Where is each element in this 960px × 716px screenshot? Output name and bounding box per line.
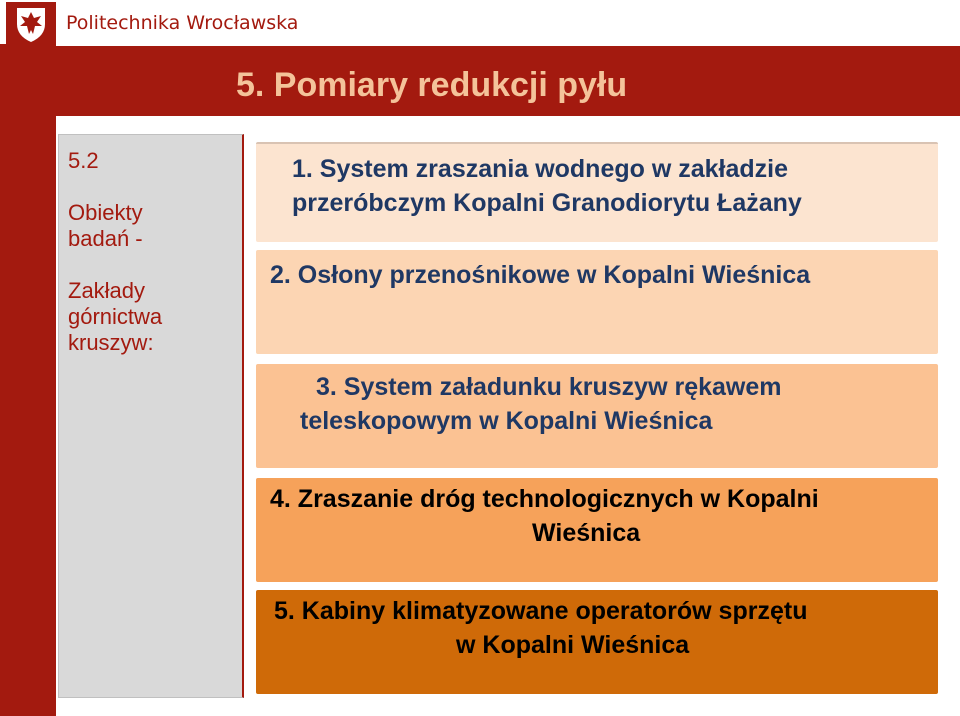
title-separator: [56, 116, 960, 134]
sidebar-line: badań -: [68, 226, 143, 251]
item-text: 2. Osłony przenośnikowe w Kopalni Wieśnica: [270, 261, 811, 289]
sidebar-line: górnictwa: [68, 304, 163, 329]
item-text: 3. System załadunku kruszyw rękawem: [316, 373, 782, 401]
sidebar-gap: [68, 174, 162, 200]
section-number: 5.2: [68, 148, 99, 173]
sidebar-line: Obiekty: [68, 200, 143, 225]
sidebar-line: kruszyw:: [68, 330, 154, 355]
item-text: w Kopalni Wieśnica: [456, 631, 690, 659]
sidebar-line: Zakłady: [68, 278, 146, 303]
item-text: 4. Zraszanie dróg technologicznych w Kopalni: [270, 485, 819, 513]
list-item-2: [256, 250, 938, 354]
list-item-3: [256, 364, 938, 468]
university-name: Politechnika Wrocławska: [66, 12, 299, 34]
list-item-1: [256, 142, 938, 242]
item-text: 5. Kabiny klimatyzowane operatorów sprzętu: [274, 597, 808, 625]
item-text: teleskopowym w Kopalni Wieśnica: [300, 407, 713, 435]
sidebar-gap: [68, 252, 162, 278]
item-text: Wieśnica: [532, 519, 641, 547]
list-item-5: [256, 590, 938, 694]
list-item-4: [256, 478, 938, 582]
left-decor-strip: [0, 44, 56, 716]
eagle-crest-icon: [11, 4, 51, 44]
sidebar-text: [68, 148, 162, 356]
item-text: przeróbczym Kopalni Granodiorytu Łażany: [292, 189, 802, 217]
slide-title: 5. Pomiary redukcji pyłu: [236, 66, 628, 104]
item-text: 1. System zraszania wodnego w zakładzie: [292, 155, 789, 183]
university-logo: [6, 2, 56, 46]
